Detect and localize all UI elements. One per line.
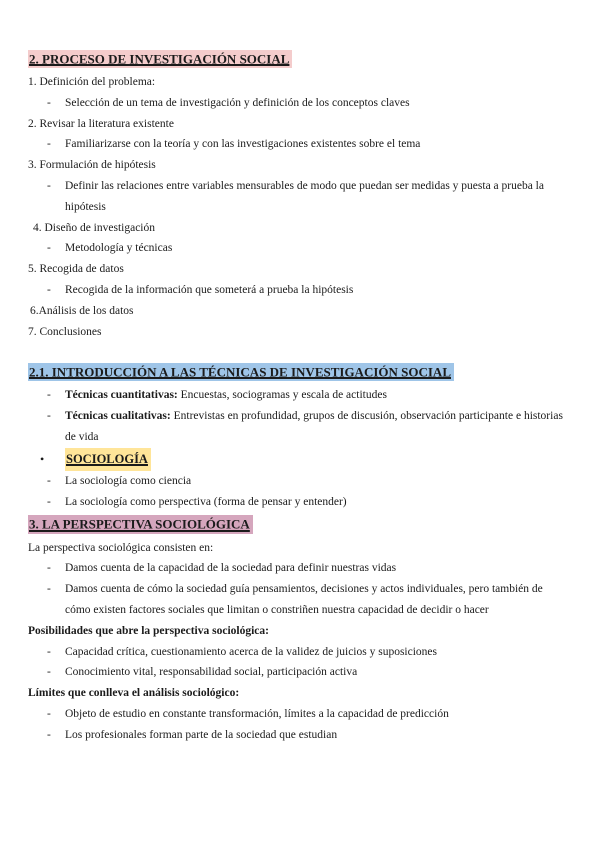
dash-list-item (28, 406, 571, 448)
list-item-text: Familiarizarse con la teoría y con las investigaciones existentes sobre el tema (65, 138, 421, 151)
list-item-text: Selección de un tema de investigación y definición de los conceptos claves (65, 96, 410, 109)
list-item-text: Damos cuenta de cómo la sociedad guía pensamientos, decisiones y actos individuales, pero también de cómo existen factores sociales que limitan o constriñen nuestra capacidad de decidir o hacer (65, 583, 543, 617)
highlighted-heading-text: 2.1. INTRODUCCIÓN A LAS TÉCNICAS DE INVESTIGACIÓN SOCIAL (28, 363, 454, 382)
dash-list-item (28, 385, 571, 406)
dash-list-item (28, 725, 571, 746)
bullet-heading-sociologia (28, 448, 571, 471)
section-heading-proceso-investigacion (28, 48, 571, 69)
numbered-item: 3. Formulación de hipótesis (28, 159, 156, 172)
numbered-item: 6.Análisis de los datos (30, 304, 134, 317)
section-heading-perspectiva-sociologica (28, 514, 571, 535)
list-item-text: Metodología y técnicas (65, 242, 173, 255)
dash-list-item (28, 704, 571, 725)
list-item-text: Definir las relaciones entre variables mensurables de modo que puedan ser medidas y puesta a prueba la hipótesis (65, 179, 544, 213)
dash-list-item (28, 176, 571, 218)
dash-bullet: - (47, 389, 51, 402)
dash-list-item (28, 93, 571, 114)
dash-bullet: - (47, 283, 51, 296)
section-heading-tecnicas-investigacion (28, 361, 571, 382)
dash-list-item (28, 280, 571, 301)
dash-list-item (28, 579, 571, 621)
numbered-item: 1. Definición del problema: (28, 76, 156, 88)
dash-bullet: - (47, 96, 51, 109)
paragraph: La perspectiva sociológica consisten en: (28, 541, 214, 554)
term-definition: Encuestas, sociogramas y escala de actitudes (177, 389, 387, 402)
list-item-text: Damos cuenta de la capacidad de la sociedad para definir nuestras vidas (65, 562, 397, 575)
dash-bullet: - (47, 179, 51, 192)
dash-list-item (28, 558, 571, 579)
section-gap (28, 342, 571, 360)
dash-bullet: - (47, 475, 51, 488)
dash-bullet: - (47, 645, 51, 658)
dash-list-item (28, 492, 571, 513)
list-item-text: Recogida de la información que someterá a prueba la hipótesis (65, 283, 354, 296)
dash-bullet: - (47, 728, 51, 741)
dash-bullet: - (47, 562, 51, 575)
list-item-text: Objeto de estudio en constante transformación, límites a la capacidad de predicción (65, 708, 449, 721)
numbered-item: 2. Revisar la literatura existente (28, 117, 174, 130)
dash-list-item (28, 662, 571, 683)
highlighted-heading-text: 2. PROCESO DE INVESTIGACIÓN SOCIAL (28, 50, 292, 69)
numbered-item: 4. Diseño de investigación (33, 221, 156, 234)
list-item-text: Los profesionales forman parte de la sociedad que estudian (65, 728, 338, 741)
highlighted-heading-text: 3. LA PERSPECTIVA SOCIOLÓGICA (28, 515, 253, 534)
list-item-text: La sociología como ciencia (65, 475, 192, 488)
dash-bullet: - (47, 583, 51, 596)
dash-bullet: - (47, 708, 51, 721)
dash-bullet: - (47, 666, 51, 679)
dash-list-item (28, 471, 571, 492)
dash-bullet: - (47, 242, 51, 255)
list-item-text: La sociología como perspectiva (forma de pensar y entender) (65, 495, 347, 508)
dash-list-item (28, 642, 571, 663)
term-label: Técnicas cualitativas: (65, 410, 171, 423)
highlighted-heading-text: SOCIOLOGÍA (65, 448, 151, 471)
dash-bullet: - (47, 410, 51, 423)
list-item-text (65, 406, 571, 448)
numbered-item: 7. Conclusiones (28, 325, 102, 338)
term-definition: Entrevistas en profundidad, grupos de discusión, observación participante e historias de vida (65, 410, 563, 443)
bold-subheading: Posibilidades que abre la perspectiva sociológica: (28, 624, 269, 637)
bold-subheading: Límites que conlleva el análisis sociológico: (28, 687, 240, 700)
numbered-item: 5. Recogida de datos (28, 263, 124, 276)
list-item-text (65, 385, 571, 406)
disc-bullet: • (40, 451, 45, 466)
dash-bullet: - (47, 495, 51, 508)
list-item-text: Conocimiento vital, responsabilidad social, participación activa (65, 666, 358, 679)
dash-bullet: - (47, 138, 51, 151)
term-label: Técnicas cuantitativas: (65, 389, 178, 402)
list-item-text: Capacidad crítica, cuestionamiento acerca de la validez de juicios y suposiciones (65, 645, 438, 658)
dash-list-item (28, 134, 571, 155)
dash-list-item (28, 238, 571, 259)
